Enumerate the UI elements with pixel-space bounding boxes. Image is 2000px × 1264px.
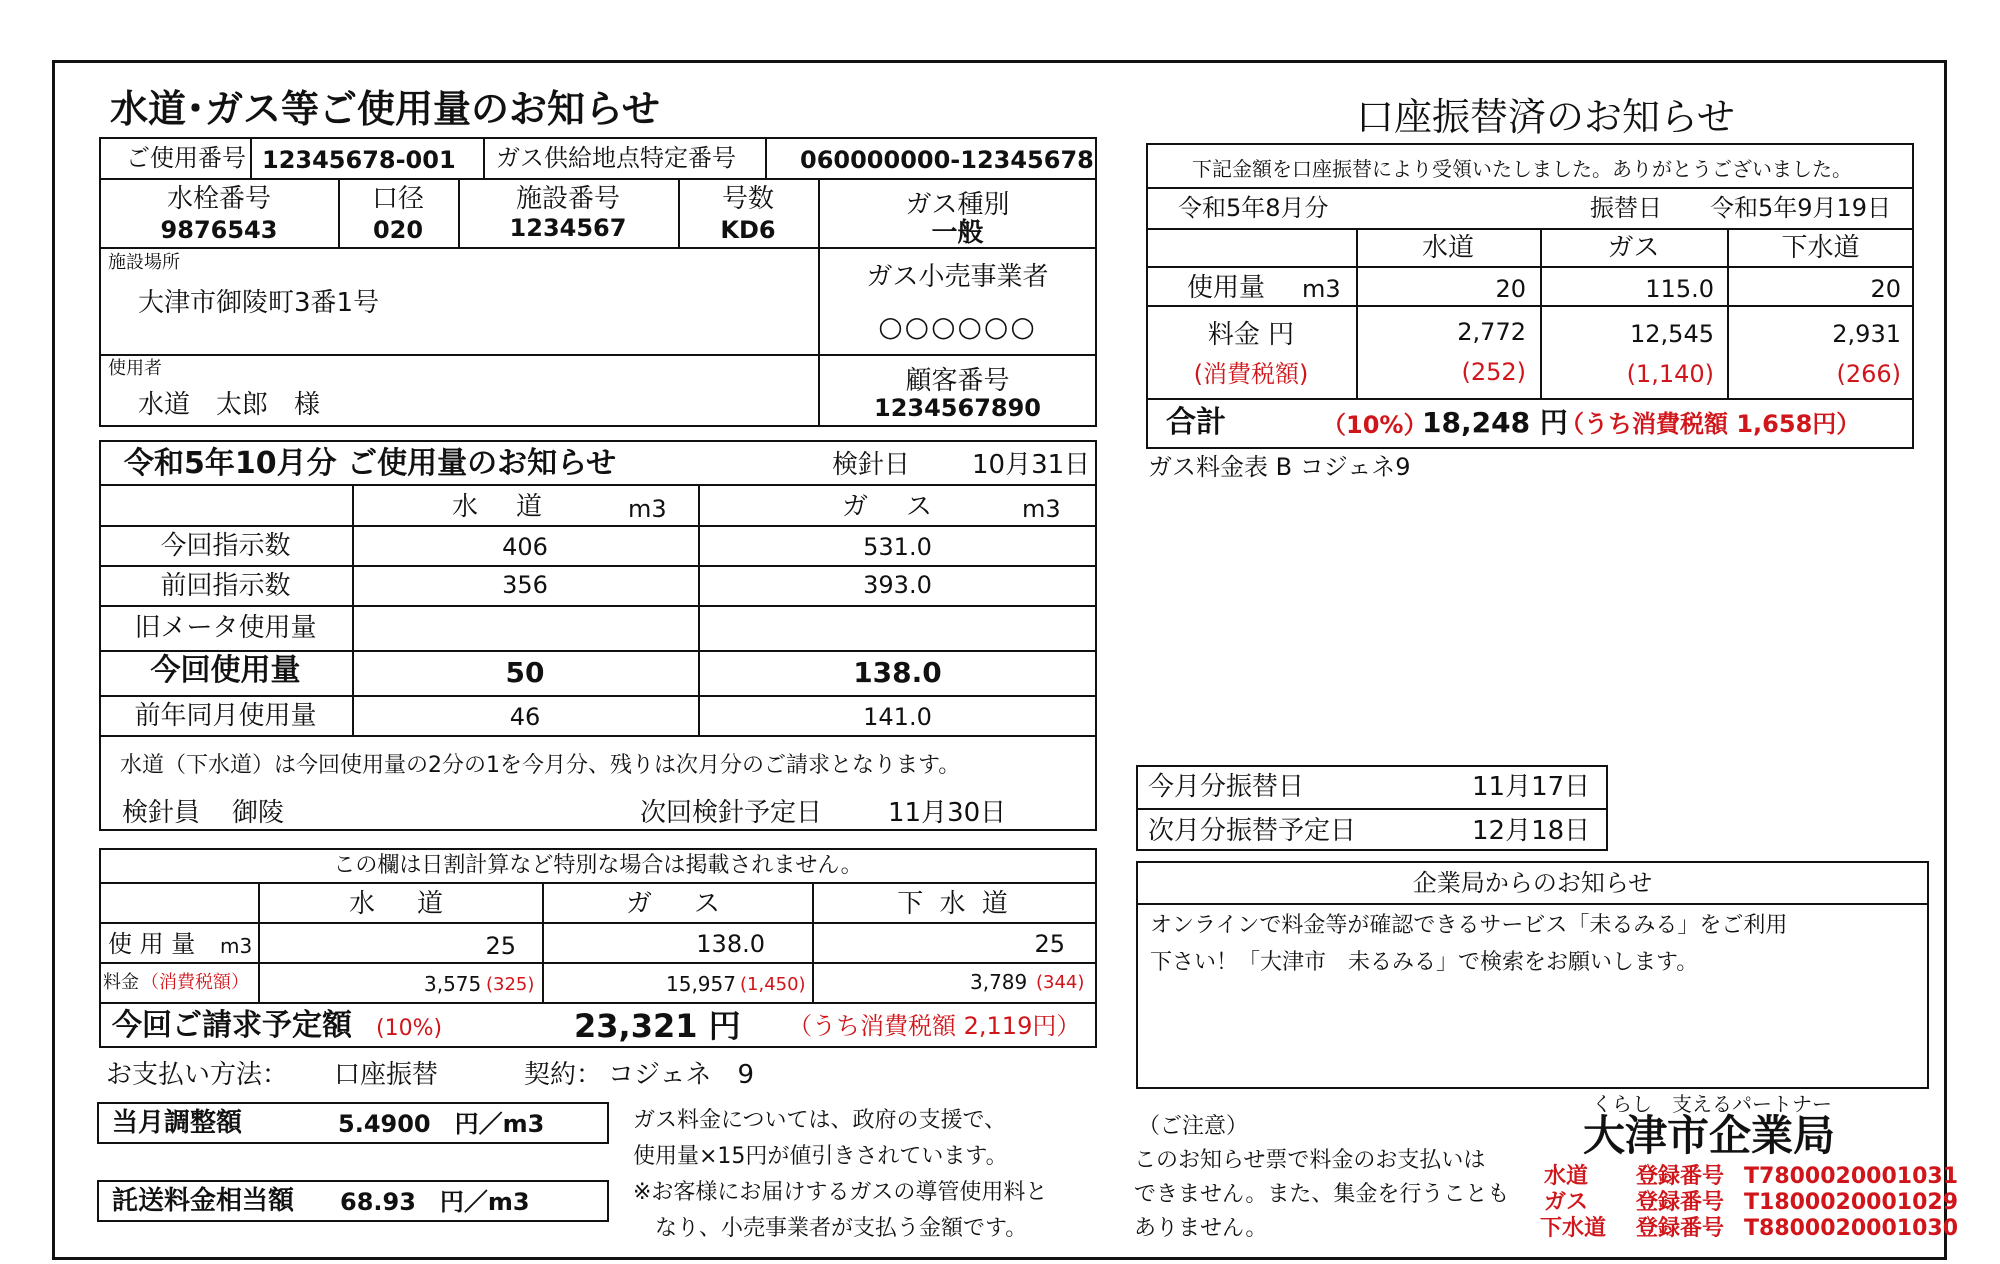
issuer-name: 大津市企業局 [1583, 1111, 1836, 1160]
reg-kind-water: 水道 [1544, 1164, 1589, 1189]
reading-gas-unit: m3 [1022, 495, 1061, 523]
contract: コジェネ 9 [608, 1060, 755, 1090]
notice-line-1: オンラインで料金等が確認できるサービス「未るみる」をご利用 [1150, 913, 1788, 938]
gas-note-line-3: ※お客様にお届けするガスの導管使用料と [633, 1180, 1048, 1205]
account-total-label: 合計 [1166, 405, 1226, 440]
usage-no: 12345678-001 [262, 146, 456, 174]
account-water-head: 水道 [1421, 233, 1474, 263]
caution-title: （ご注意） [1138, 1114, 1249, 1139]
gas-table-label: ガス料金表 B コジェネ9 [1148, 453, 1411, 481]
reading-water-unit: m3 [628, 495, 667, 523]
billing-gas-head: ガ ス [625, 889, 728, 919]
account-transfer-label: 振替日 [1590, 194, 1662, 222]
payment-method-label: お支払い方法： [106, 1060, 289, 1090]
schedule-next-date: 12月18日 [1472, 816, 1591, 846]
consign-value: 68.93 円／m3 [340, 1188, 530, 1216]
adjust-label: 当月調整額 [112, 1108, 243, 1138]
account-usage-label: 使用量 [1187, 273, 1266, 303]
billing-fee-water: 3,575 [424, 972, 482, 996]
billing-usage-unit: m3 [220, 934, 253, 958]
account-fee-sewer: 2,931 [1832, 320, 1901, 348]
caution-line-3: ありません。 [1134, 1216, 1268, 1241]
reg-kind-gas: ガス [1544, 1190, 1589, 1215]
inspector: 御陵 [232, 798, 285, 828]
account-fee-gas: 12,545 [1630, 320, 1714, 348]
gas-type: 一般 [931, 218, 984, 248]
row-gas-previous: 393.0 [863, 571, 932, 599]
payment-method: 口座振替 [334, 1060, 439, 1090]
size: KD6 [720, 216, 776, 244]
billing-total-rate: (10%) [376, 1016, 443, 1041]
size-label: 号数 [721, 184, 774, 214]
billing-tax-gas: (1,450) [740, 974, 806, 995]
account-usage-gas: 115.0 [1645, 275, 1714, 303]
billing-fee-tax-label: （消費税額） [141, 972, 249, 993]
account-fee-label: 料金 円 [1207, 320, 1295, 350]
reg-label-sewer: 登録番号 [1636, 1216, 1725, 1241]
row-water-usage: 50 [505, 656, 545, 689]
account-total-amount: 18,248 円 [1422, 406, 1568, 439]
gas-note-line-2: 使用量×15円が値引きされています。 [633, 1144, 1008, 1169]
billing-total-amount: 23,321 円 [574, 1007, 741, 1045]
reading-date-label: 検針日 [832, 450, 911, 480]
facility-no: 1234567 [509, 214, 627, 242]
facility-no-label: 施設番号 [515, 184, 620, 214]
row-water-last-year: 46 [509, 703, 541, 731]
account-title: 口座振替済のお知らせ [1356, 95, 1735, 139]
reg-label-water: 登録番号 [1636, 1164, 1725, 1189]
gas-type-label: ガス種別 [905, 190, 1010, 220]
meter-no: 9876543 [160, 216, 278, 244]
location: 大津市御陵町3番1号 [138, 288, 380, 318]
gas-point: 060000000-12345678 [800, 146, 1094, 174]
billing-total-tax: （うち消費税額 2,119円） [788, 1012, 1081, 1040]
reg-kind-sewer: 下水道 [1540, 1216, 1607, 1241]
user-label: 使用者 [108, 358, 162, 379]
schedule-this-label: 今月分振替日 [1148, 772, 1305, 802]
reading-water-head: 水 道 [452, 492, 549, 522]
next-reading-date: 11月30日 [888, 798, 1007, 828]
user-name: 水道 太郎 様 [138, 390, 321, 420]
row-gas-current: 531.0 [863, 533, 932, 561]
row-water-previous: 356 [502, 571, 548, 599]
row-gas-usage: 138.0 [853, 656, 942, 689]
row-label-usage: 今回使用量 [150, 653, 301, 688]
row-water-current: 406 [502, 533, 548, 561]
account-tax-gas: (1,140) [1626, 360, 1714, 388]
billing-fee-gas: 15,957 [666, 972, 736, 996]
caution-line-1: このお知らせ票で料金のお支払いは [1134, 1148, 1486, 1173]
account-thanks: 下記金額を口座振替により受領いたしました。ありがとうございました。 [1192, 157, 1852, 181]
adjust-value: 5.4900 円／m3 [338, 1110, 545, 1138]
account-tax-label: (消費税額) [1193, 360, 1309, 388]
client-no-label: 顧客番号 [905, 366, 1010, 396]
row-label-last-year: 前年同月使用量 [134, 701, 317, 731]
reg-no-water: T7800020001031 [1744, 1164, 1959, 1189]
account-tax-sewer: (266) [1836, 360, 1901, 388]
row-label-previous: 前回指示数 [160, 571, 291, 601]
billing-water-head: 水 道 [348, 889, 451, 919]
account-sewer-head: 下水道 [1781, 233, 1860, 263]
billing-usage-sewer: 25 [1034, 930, 1065, 958]
meter-no-label: 水栓番号 [166, 184, 271, 214]
reg-no-sewer: T8800020001030 [1744, 1216, 1959, 1241]
reading-note: 水道（下水道）は今回使用量の2分の1を今月分、残りは次月分のご請求となります。 [120, 753, 961, 778]
document-title: 水道･ガス等ご使用量のお知らせ [110, 87, 660, 131]
billing-caption: この欄は日割計算など特別な場合は掲載されません。 [333, 853, 863, 878]
account-total-rate: （10%） [1322, 411, 1428, 439]
row-label-current: 今回指示数 [160, 531, 291, 561]
gas-note-line-1: ガス料金については、政府の支援で、 [633, 1108, 1007, 1133]
schedule-this-date: 11月17日 [1472, 772, 1591, 802]
diameter-label: 口径 [371, 184, 424, 214]
location-label: 施設場所 [108, 252, 180, 273]
billing-fee-sewer: 3,789 [970, 970, 1028, 994]
notice-line-2: 下さい！「大津市 未るみる」で検索をお願いします。 [1150, 950, 1699, 975]
row-gas-last-year: 141.0 [863, 703, 932, 731]
billing-usage-gas: 138.0 [696, 930, 765, 958]
account-gas-head: ガス [1607, 233, 1660, 263]
account-usage-unit: m3 [1302, 275, 1341, 303]
schedule-next-label: 次月分振替予定日 [1148, 816, 1357, 846]
account-tax-water: (252) [1461, 358, 1526, 386]
billing-usage-label: 使 用 量 [108, 930, 196, 958]
caution-line-2: できません。また、集金を行うことも [1134, 1182, 1510, 1207]
gas-point-label: ガス供給地点特定番号 [496, 144, 736, 172]
consign-label: 託送料金相当額 [112, 1186, 295, 1216]
gas-note-line-4: なり、小売事業者が支払う金額です。 [633, 1216, 1028, 1241]
inspector-label: 検針員 [122, 798, 201, 828]
reading-date: 10月31日 [972, 450, 1091, 480]
account-usage-sewer: 20 [1870, 275, 1901, 303]
next-reading-label: 次回検針予定日 [640, 798, 823, 828]
billing-sewer-head: 下 水 道 [897, 889, 1012, 919]
reg-label-gas: 登録番号 [1636, 1190, 1725, 1215]
billing-total-label: 今回ご請求予定額 [112, 1008, 352, 1043]
reading-title: 令和5年10月分 ご使用量のお知らせ [124, 446, 617, 481]
contract-label: 契約： [524, 1060, 603, 1090]
issuer-tagline: くらし 支えるパートナー [1592, 1092, 1832, 1116]
retailer: ○○○○○○ [878, 310, 1037, 343]
notice-title: 企業局からのお知らせ [1412, 869, 1653, 897]
reg-no-gas: T1800020001029 [1744, 1190, 1959, 1215]
account-fee-water: 2,772 [1457, 318, 1526, 346]
billing-tax-water: (325) [486, 974, 535, 995]
diameter: 020 [372, 216, 424, 244]
account-month: 令和5年8月分 [1178, 194, 1329, 222]
account-total-tax: （うち消費税額 1,658円） [1560, 410, 1861, 438]
reading-gas-head: ガ ス [842, 492, 939, 522]
billing-fee-label: 料金 [103, 972, 139, 993]
usage-no-label: ご使用番号 [126, 144, 246, 172]
billing-usage-water: 25 [485, 932, 516, 960]
row-label-old-meter: 旧メータ使用量 [134, 613, 317, 643]
account-transfer-date: 令和5年9月19日 [1710, 194, 1892, 222]
account-usage-water: 20 [1495, 275, 1526, 303]
billing-tax-sewer: (344) [1036, 972, 1085, 993]
client-no: 1234567890 [874, 394, 1041, 422]
retailer-label: ガス小売事業者 [866, 262, 1049, 292]
